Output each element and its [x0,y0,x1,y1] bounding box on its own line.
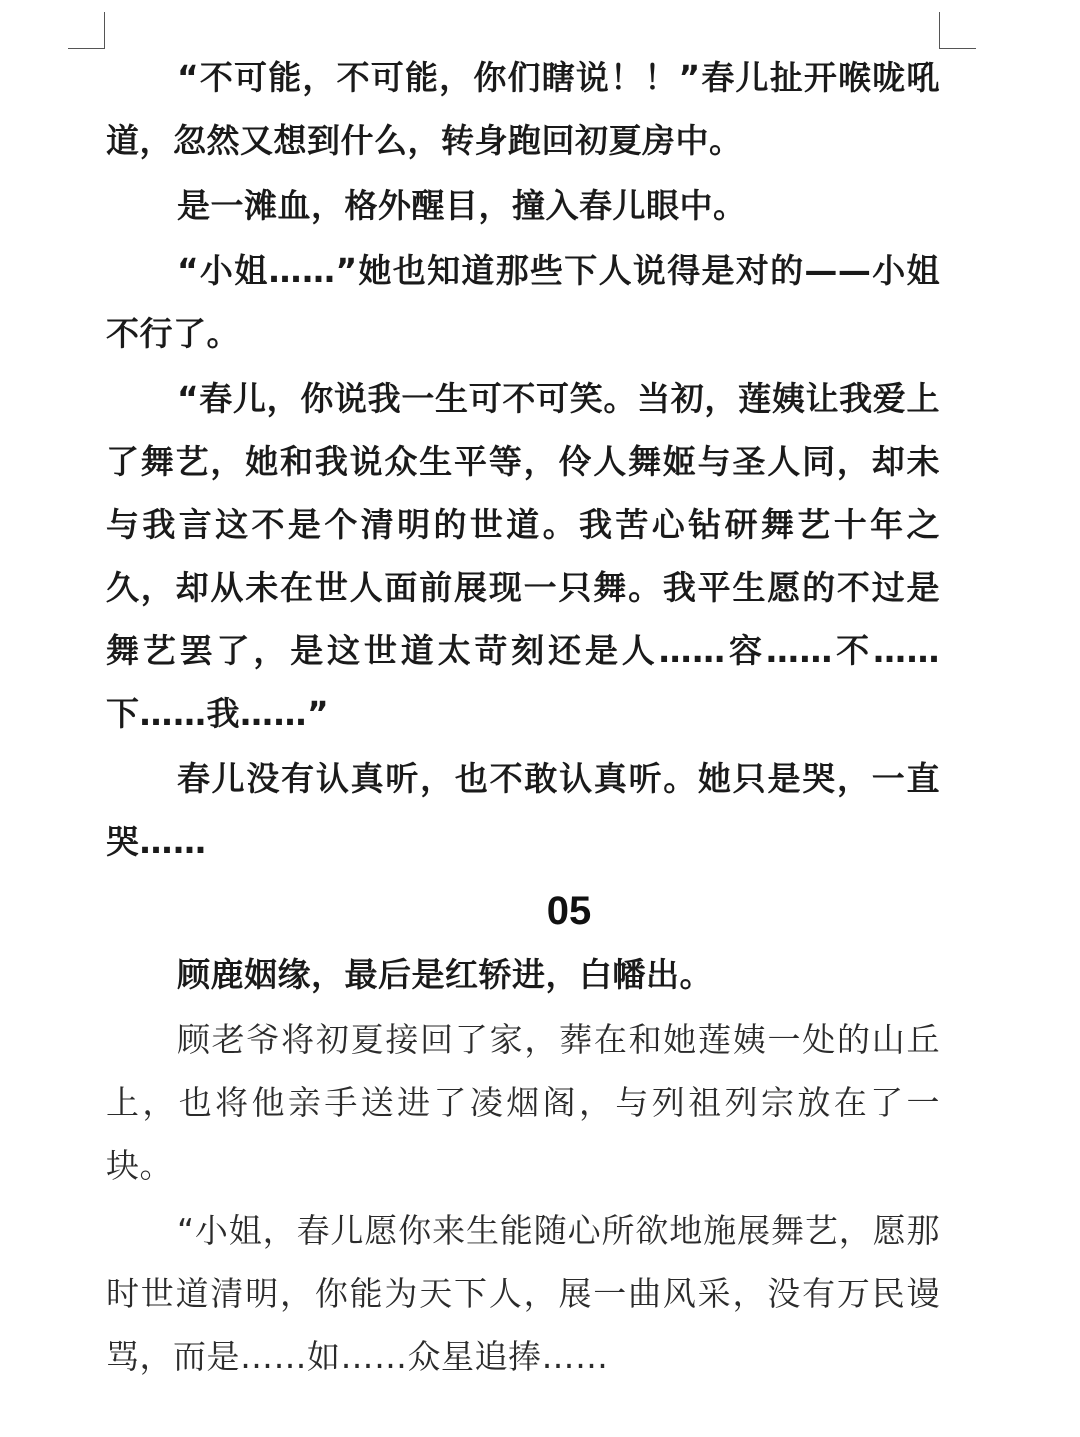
paragraph: 是一滩血，格外醒目，撞入春儿眼中。 [176,186,747,225]
paragraph: “小姐，春儿愿你来生能随心所欲地施展舞艺，愿那时世道清明，你能为天下人，展一曲风采，没有万民谩骂，而是……如……众星追捧…… [106,1211,940,1376]
page-corner-mark-top-right [939,12,976,49]
paragraph: 春儿没有认真听，也不敢认真听。她只是哭，一直哭…… [106,759,940,861]
paragraph: “小姐……”她也知道那些下人说得是对的——小姐不行了。 [106,251,940,353]
paragraph: 顾鹿姻缘，最后是红轿进，白幡出。 [176,955,713,994]
page-corner-mark-top-left [68,12,105,49]
paragraph: 顾老爷将初夏接回了家，葬在和她莲姨一处的山丘上，也将他亲手送进了凌烟阁，与列祖列宗放在了一块。 [106,1020,940,1185]
paragraph: “不可能，不可能，你们瞎说！！”春儿扯开喉咙吼道，忽然又想到什么，转身跑回初夏房中。 [106,58,940,160]
paragraph: “春儿，你说我一生可不可笑。当初，莲姨让我爱上了舞艺，她和我说众生平等，伶人舞姬与圣人同，却未与我言这不是个清明的世道。我苦心钻研舞艺十年之久，却从未在世人面前展现一只舞。我平生愿的不过是舞艺罢了，是这世道太苛刻还是人……容……不……下……我……” [106,379,940,733]
section-heading: 05 [546,889,592,933]
document-body [106,46,940,1390]
